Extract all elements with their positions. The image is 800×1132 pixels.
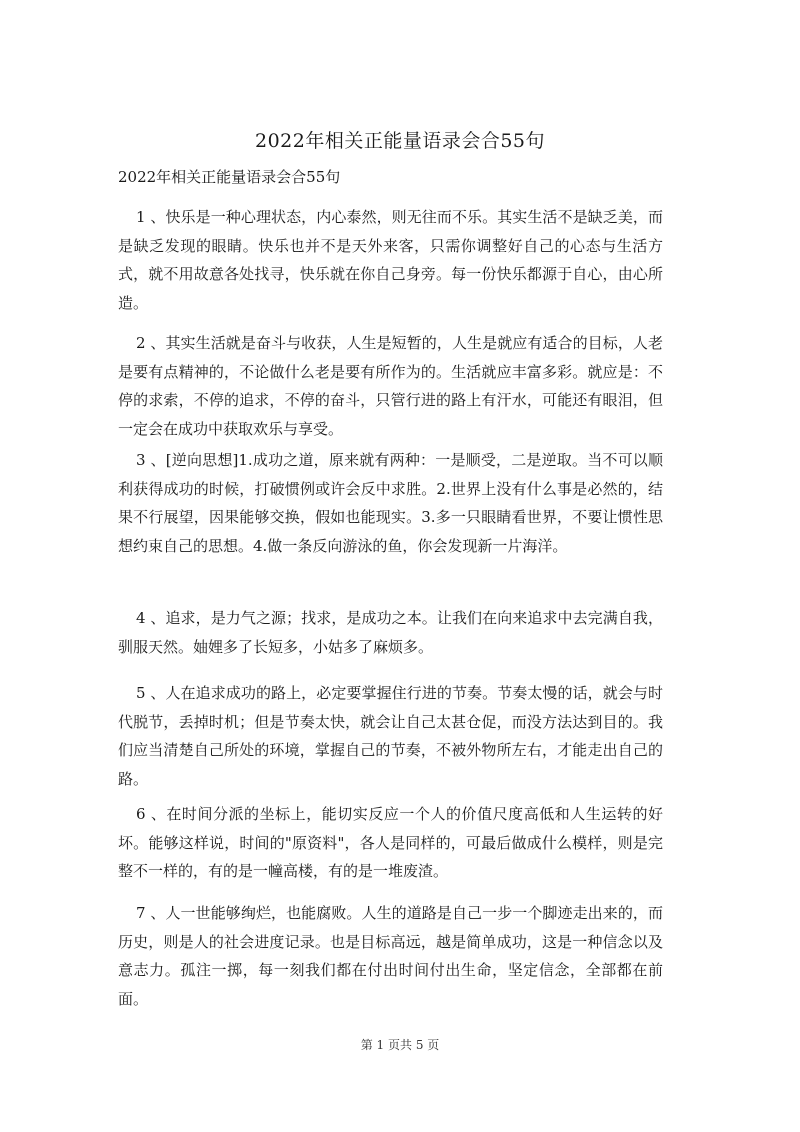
document-subtitle: 2022年相关正能量语录会合55句 [118, 168, 341, 186]
paragraph-5: 5 、人在追求成功的路上，必定要掌握住行进的节奏。节奏太慢的话，就会与时代脱节，丢掉时机；但是节奏太快，就会让自己太甚仓促，而没方法达到目的。我们应当清楚自己所处的环境，掌握自己的节奏，不被外物所左右，才能走出自己的路。 [118, 684, 663, 788]
paragraph-6: 6 、在时间分派的坐标上，能切实反应一个人的价值尺度高低和人生运转的好坏。能够这样说，时间的"原资料"，各人是同样的，可最后做成什么模样，则是完整不一样的，有的是一幢高楼，有的是一堆废渣。 [118, 805, 663, 880]
paragraph-4: 4 、追求，是力气之源；找求，是成功之本。让我们在向来追求中去完满自我，驯服天然。妯娌多了长短多，小姑多了麻烦多。 [118, 609, 663, 656]
page-footer: 第 1 页共 5 页 [360, 1038, 440, 1052]
paragraph-1: 1 、快乐是一种心理状态，内心泰然，则无往而不乐。其实生活不是缺乏美，而是缺乏发现的眼睛。快乐也并不是天外来客，只需你调整好自己的心态与生活方式，就不用故意各处找寻，快乐就在你自己身旁。每一份快乐都源于自心，由心所造。 [118, 208, 663, 312]
paragraph-3: 3 、[逆向思想]1.成功之道，原来就有两种：一是顺受，二是逆取。当不可以顺利获得成功的时候，打破惯例或许会反中求胜。2.世界上没有什么事是必然的，结果不行展望，因果能够交换，假如也能现实。3.多一只眼睛看世界，不要让惯性思想约束自己的思想。4.做一条反向游泳的鱼，你会发现新一片海洋。 [118, 451, 663, 555]
paragraph-2: 2 、其实生活就是奋斗与收获，人生是短暂的，人生是就应有适合的目标，人老是要有点精神的，不论做什么老是要有所作为的。生活就应丰富多彩。就应是：不停的求索，不停的追求，不停的奋斗，只管行进的路上有汗水，可能还有眼泪，但一定会在成功中获取欢乐与享受。 [118, 334, 663, 438]
paragraph-7: 7 、人一世能够绚烂，也能腐败。人生的道路是自己一步一个脚迹走出来的，而历史，则是人的社会进度记录。也是目标高远，越是简单成功，这是一种信念以及意志力。孤注一掷，每一刻我们都在付出时间付出生命，坚定信念，全部都在前面。 [118, 904, 663, 1008]
page-title: 2022年相关正能量语录会合55句 [254, 130, 546, 152]
